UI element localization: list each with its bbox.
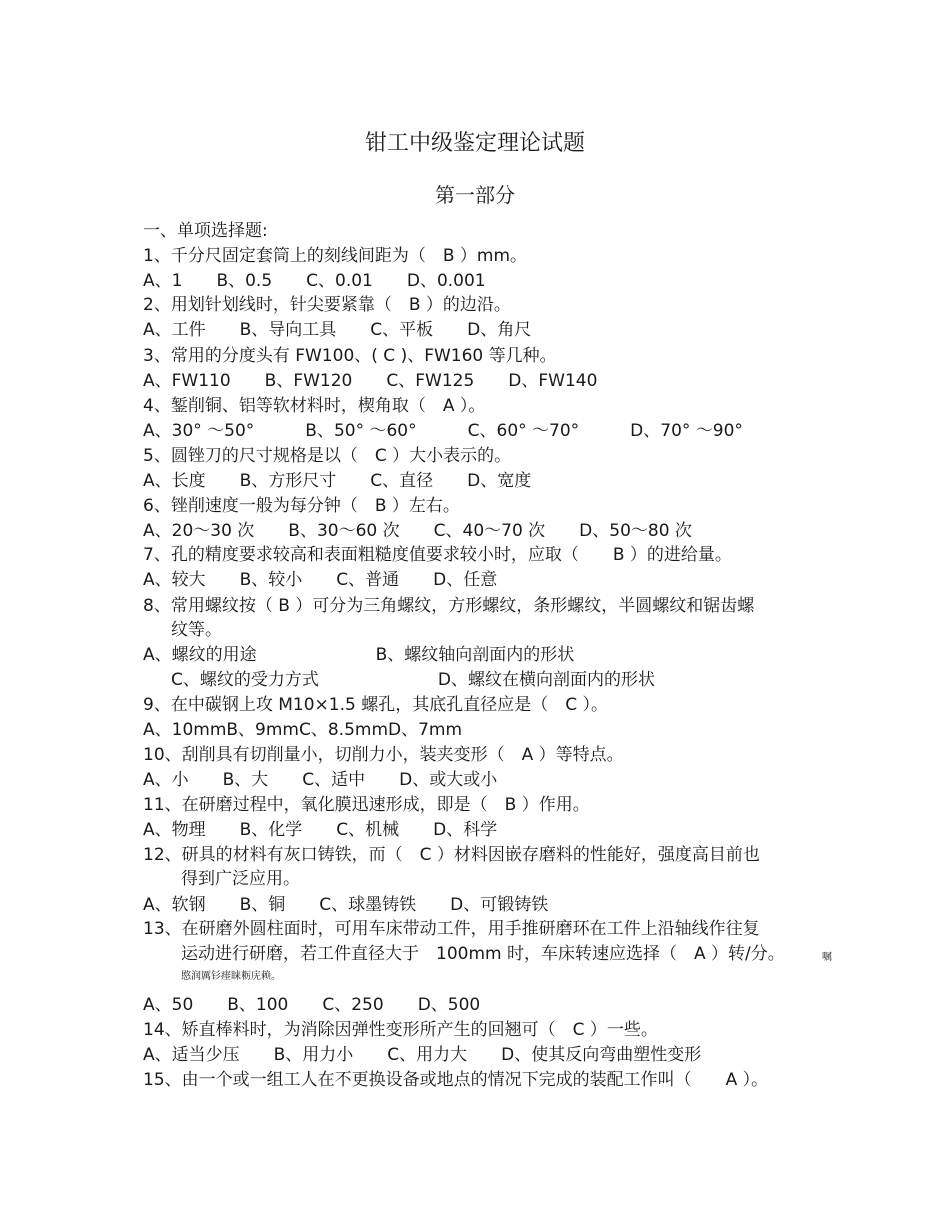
question-12-continued: 得到广泛应用。 [181, 869, 300, 889]
section-heading: 一、单项选择题: [143, 221, 268, 241]
question-13: 13、在研磨外圆柱面时，可用车床带动工件，用手推研磨环在工件上沿轴线作往复 [143, 919, 760, 939]
part-heading: 第一部分 [435, 183, 515, 207]
options-13: A、50 B、100 C、250 D、500 [143, 995, 481, 1015]
question-4: 4、錾削铜、铝等软材料时，楔角取（ A ）。 [143, 396, 486, 416]
stray-mark: 嘱 [822, 952, 832, 963]
options-6: A、20～30 次 B、30～60 次 C、40～70 次 D、50～80 次 [143, 521, 692, 541]
options-9: A、10mmB、9mmC、8.5mmD、7mm [143, 720, 463, 740]
question-8: 8、常用螺纹按（ B ）可分为三角螺纹，方形螺纹，条形螺纹，半圆螺纹和锯齿螺 [143, 596, 755, 616]
question-11: 11、在研磨过程中，氧化膜迅速形成，即是（ B ）作用。 [143, 795, 590, 815]
question-14: 14、矫直棒料时，为消除因弹性变形所产生的回翘可（ C ）一些。 [143, 1020, 658, 1040]
question-10: 10、刮削具有切削量小，切削力小，装夹变形（ A ）等特点。 [143, 745, 624, 765]
options-7: A、较大 B、较小 C、普通 D、任意 [143, 570, 498, 590]
options-1: A、1 B、0.5 C、0.01 D、0.001 [143, 271, 486, 291]
options-5: A、长度 B、方形尺寸 C、直径 D、宽度 [143, 471, 532, 491]
question-8-continued: 纹等。 [171, 620, 222, 640]
document-title: 钳工中级鉴定理论试题 [364, 131, 585, 156]
options-11: A、物理 B、化学 C、机械 D、科学 [143, 820, 498, 840]
options-10: A、小 B、大 C、适中 D、或大或小 [143, 770, 498, 790]
question-13-continued: 运动进行研磨，若工件直径大于 100mm 时，车床转速应选择（ A ）转/分。 [181, 944, 785, 964]
question-6: 6、锉削速度一般为每分钟（ B ）左右。 [143, 496, 460, 516]
options-8-row1: A、螺纹的用途 B、螺纹轴向剖面内的形状 [143, 645, 575, 665]
question-9: 9、在中碳钢上攻 M10×1.5 螺孔，其底孔直径应是（ C ）。 [143, 695, 608, 715]
options-8-row2: C、螺纹的受力方式 D、螺纹在横向剖面内的形状 [171, 670, 655, 690]
question-1: 1、千分尺固定套筒上的刻线间距为（ B ）mm。 [143, 246, 528, 266]
question-15: 15、由一个或一组工人在不更换设备或地点的情况下完成的装配工作叫（ A ）。 [143, 1070, 769, 1090]
question-12: 12、研具的材料有灰口铸铁，而（ C ）材料因嵌存磨料的性能好，强度高目前也 [143, 845, 760, 865]
question-2: 2、用划针划线时，针尖要紧靠（ B ）的边沿。 [143, 295, 511, 315]
question-7: 7、孔的精度要求较高和表面粗糙度值要求较小时，应取（ B ）的进给量。 [143, 545, 732, 565]
options-12: A、软钢 B、铜 C、球墨铸铁 D、可锻铸铁 [143, 895, 549, 915]
stray-text-line: 愍润厲钐瘗睐粝庑赖。 [181, 971, 281, 982]
question-5: 5、圆锉刀的尺寸规格是以（ C ）大小表示的。 [143, 446, 512, 466]
options-3: A、FW110 B、FW120 C、FW125 D、FW140 [143, 371, 598, 391]
options-2: A、工件 B、导向工具 C、平板 D、角尺 [143, 320, 532, 340]
question-3: 3、常用的分度头有 FW100、( C )、FW160 等几种。 [143, 346, 557, 366]
options-14: A、适当少压 B、用力小 C、用力大 D、使其反向弯曲塑性变形 [143, 1045, 702, 1065]
options-4: A、30° ～50° B、50° ～60° C、60° ～70° D、70° ～90° [143, 421, 743, 441]
